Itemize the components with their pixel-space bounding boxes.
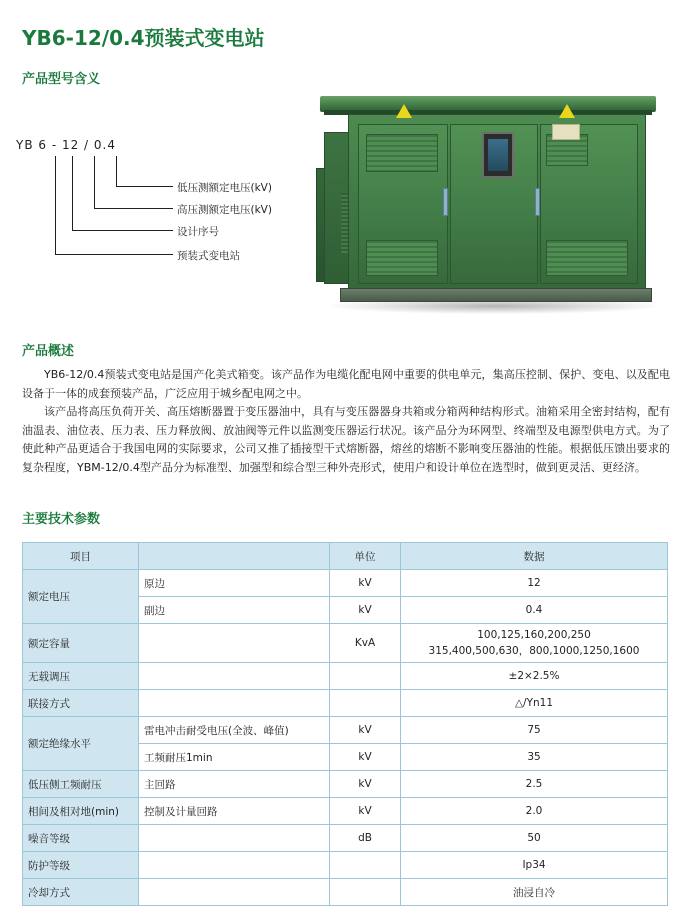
- row-label-lv-withstand: 低压侧工频耐压: [23, 771, 139, 798]
- row-label-phase-to-earth: 相间及相对地(min): [23, 798, 139, 825]
- leader-line-horizontal-4: [55, 254, 173, 255]
- row-value: △/Yn11: [401, 690, 668, 717]
- row-value: 50: [401, 825, 668, 852]
- page-title: YB6-12/0.4预装式变电站: [22, 26, 265, 50]
- table-row: [23, 852, 668, 879]
- row-sub: [139, 825, 330, 852]
- model-label-1: 低压测额定电压(kV): [177, 182, 272, 194]
- row-label-noise: 噪音等级: [23, 825, 139, 852]
- table-header-unit: 单位: [330, 543, 401, 570]
- row-label-rated-voltage: 额定电压: [23, 570, 139, 624]
- section-heading-params: 主要技术参数: [22, 512, 101, 527]
- row-value: 12: [401, 570, 668, 597]
- row-value: 75: [401, 717, 668, 744]
- model-label-4: 预装式变电站: [177, 250, 240, 262]
- louver-vent-top-left: [366, 134, 438, 172]
- row-unit: KvA: [330, 624, 401, 663]
- row-unit: kV: [330, 798, 401, 825]
- substation-cabinet-photo: [310, 80, 670, 330]
- row-label-cooling: 冷却方式: [23, 879, 139, 906]
- table-row: [23, 663, 668, 690]
- row-sub-control-metering: 控制及计量回路: [139, 798, 330, 825]
- row-sub: [139, 879, 330, 906]
- table-row: [23, 771, 668, 798]
- row-label-connection: 联接方式: [23, 690, 139, 717]
- row-unit: dB: [330, 825, 401, 852]
- table-header-subitem: [139, 543, 330, 570]
- row-value: 油浸自冷: [401, 879, 668, 906]
- leader-line-horizontal-1: [116, 186, 173, 187]
- louver-vent-bottom-left: [366, 240, 438, 276]
- row-sub: [139, 624, 330, 663]
- row-sub: [139, 852, 330, 879]
- table-row: [23, 624, 668, 663]
- table-row: [23, 825, 668, 852]
- warning-triangle-icon-right: [559, 104, 575, 118]
- model-label-2: 高压测额定电压(kV): [177, 204, 272, 216]
- leader-line-vertical-3: [94, 156, 95, 208]
- overview-paragraph-2: 该产品将高压负荷开关、高压熔断器置于变压器油中，具有与变压器器身共箱或分箱两种结构形式。油箱采用全密封结构，配有油温表、油位表、压力表、压力释放阀、放油阀等元件以监测变压器运行状况。该产品分为环网型、终端型及电源型供电方式。为了使此种产品更适合于我国电网的实际要求，公司又推了插接型干式熔断器，熔丝的熔断不影响变压器油的性能。根据低压馈出要求的复杂程度，YBM-12/0.4型产品分为标准型、加强型和综合型三种外壳形式，使用户和设计单位在选型时，做到更灵活、更经济。: [22, 405, 670, 474]
- row-value-line-2: 315,400,500,630，800,1000,1250,1600: [428, 645, 640, 657]
- louver-vent-bottom-right: [546, 240, 628, 276]
- row-unit: kV: [330, 771, 401, 798]
- table-row: [23, 879, 668, 906]
- table-row: [23, 690, 668, 717]
- warning-triangle-icon-left: [396, 104, 412, 118]
- row-sub-main-circuit: 主回路: [139, 771, 330, 798]
- row-value: 0.4: [401, 597, 668, 624]
- row-value: Ip34: [401, 852, 668, 879]
- model-code-text: YB 6 - 12 / 0.4: [16, 138, 116, 152]
- row-sub-lightning: 雷电冲击耐受电压(全波、峰值): [139, 717, 330, 744]
- row-unit: kV: [330, 570, 401, 597]
- row-sub: [139, 690, 330, 717]
- leader-line-horizontal-2: [94, 208, 173, 209]
- cabinet-base-plinth: [340, 288, 652, 302]
- row-label-no-load-tap: 无载调压: [23, 663, 139, 690]
- row-label-protection: 防护等级: [23, 852, 139, 879]
- instrument-window: [482, 132, 514, 178]
- table-row: [23, 717, 668, 744]
- model-label-3: 设计序号: [177, 226, 219, 238]
- row-value: ±2×2.5%: [401, 663, 668, 690]
- row-unit: kV: [330, 597, 401, 624]
- row-sub: [139, 663, 330, 690]
- table-header-data: 数据: [401, 543, 668, 570]
- table-header-item: 项目: [23, 543, 139, 570]
- row-label-insulation-level: 额定绝缘水平: [23, 717, 139, 771]
- leader-line-horizontal-3: [72, 230, 173, 231]
- row-unit: [330, 879, 401, 906]
- table-row: [23, 570, 668, 597]
- row-unit: kV: [330, 717, 401, 744]
- door-handle-right: [535, 188, 540, 216]
- leader-line-vertical-2: [72, 156, 73, 230]
- row-value: 2.5: [401, 771, 668, 798]
- section-heading-model: 产品型号含义: [22, 72, 101, 87]
- table-header-row: [23, 543, 668, 570]
- row-sub-power-frequency: 工频耐压1min: [139, 744, 330, 771]
- section-heading-overview: 产品概述: [22, 344, 75, 359]
- row-unit: kV: [330, 744, 401, 771]
- row-unit: [330, 690, 401, 717]
- overview-paragraphs: [22, 366, 670, 477]
- row-sub-primary: 原边: [139, 570, 330, 597]
- row-value: 2.0: [401, 798, 668, 825]
- leader-line-vertical-4: [116, 156, 117, 186]
- row-value: 35: [401, 744, 668, 771]
- row-unit: [330, 663, 401, 690]
- model-number-diagram: [16, 138, 306, 278]
- row-value-line-1: 100,125,160,200,250: [477, 629, 591, 641]
- row-label-rated-capacity: 额定容量: [23, 624, 139, 663]
- row-unit: [330, 852, 401, 879]
- nameplate: [552, 124, 580, 140]
- leader-line-vertical-1: [55, 156, 56, 254]
- table-row: [23, 798, 668, 825]
- technical-parameters-table: [22, 542, 668, 906]
- row-value: [401, 624, 668, 663]
- row-sub-secondary: 副边: [139, 597, 330, 624]
- overview-paragraph-1: YB6-12/0.4预装式变电站是国产化美式箱变。该产品作为电缆化配电网中重要的供电单元，集高压控制、保护、变电、以及配电设备于一体的成套预装产品，广泛应用于城乡配电网之中。: [22, 368, 670, 400]
- door-handle-left: [443, 188, 448, 216]
